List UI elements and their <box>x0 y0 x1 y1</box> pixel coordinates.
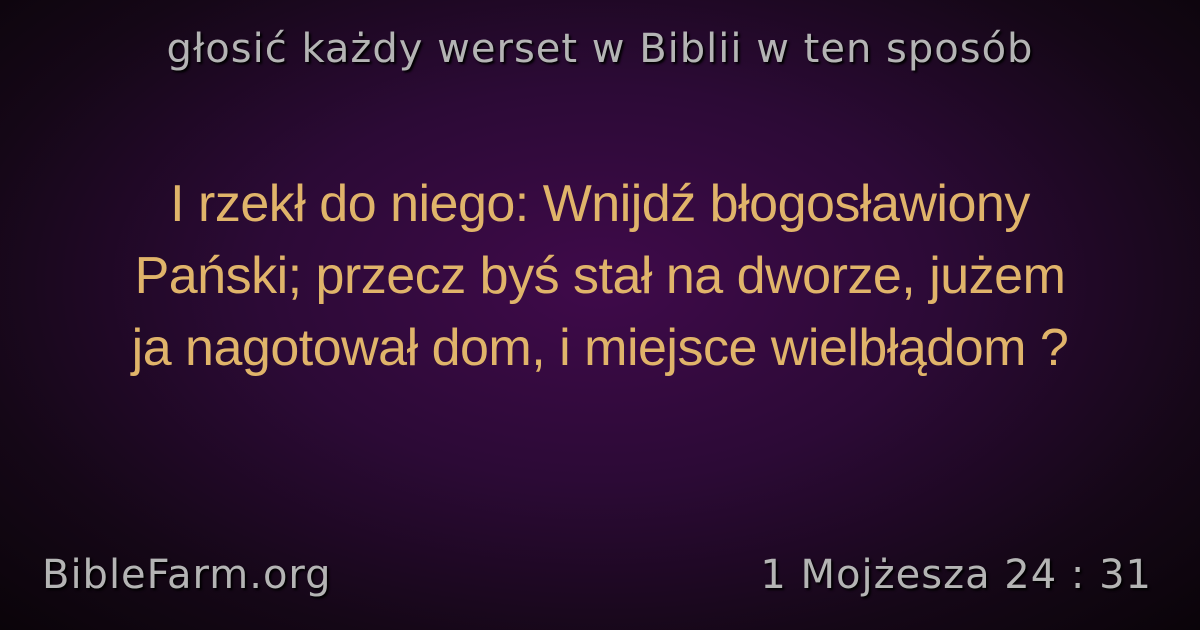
verse-text <box>60 168 1140 384</box>
verse-reference: 1 Mojżesza 24 : 31 <box>760 552 1152 598</box>
verse-line: I rzekł do niego: Wnijdź błogosławiony <box>170 175 1030 233</box>
site-name: BibleFarm.org <box>42 552 332 598</box>
verse-line: ja nagotował dom, i miejsce wielbłądom ? <box>131 319 1069 377</box>
verse-line: Pański; przecz byś stał na dworze, jużem <box>134 247 1066 305</box>
tagline: głosić każdy werset w Biblii w ten sposób <box>166 26 1034 72</box>
